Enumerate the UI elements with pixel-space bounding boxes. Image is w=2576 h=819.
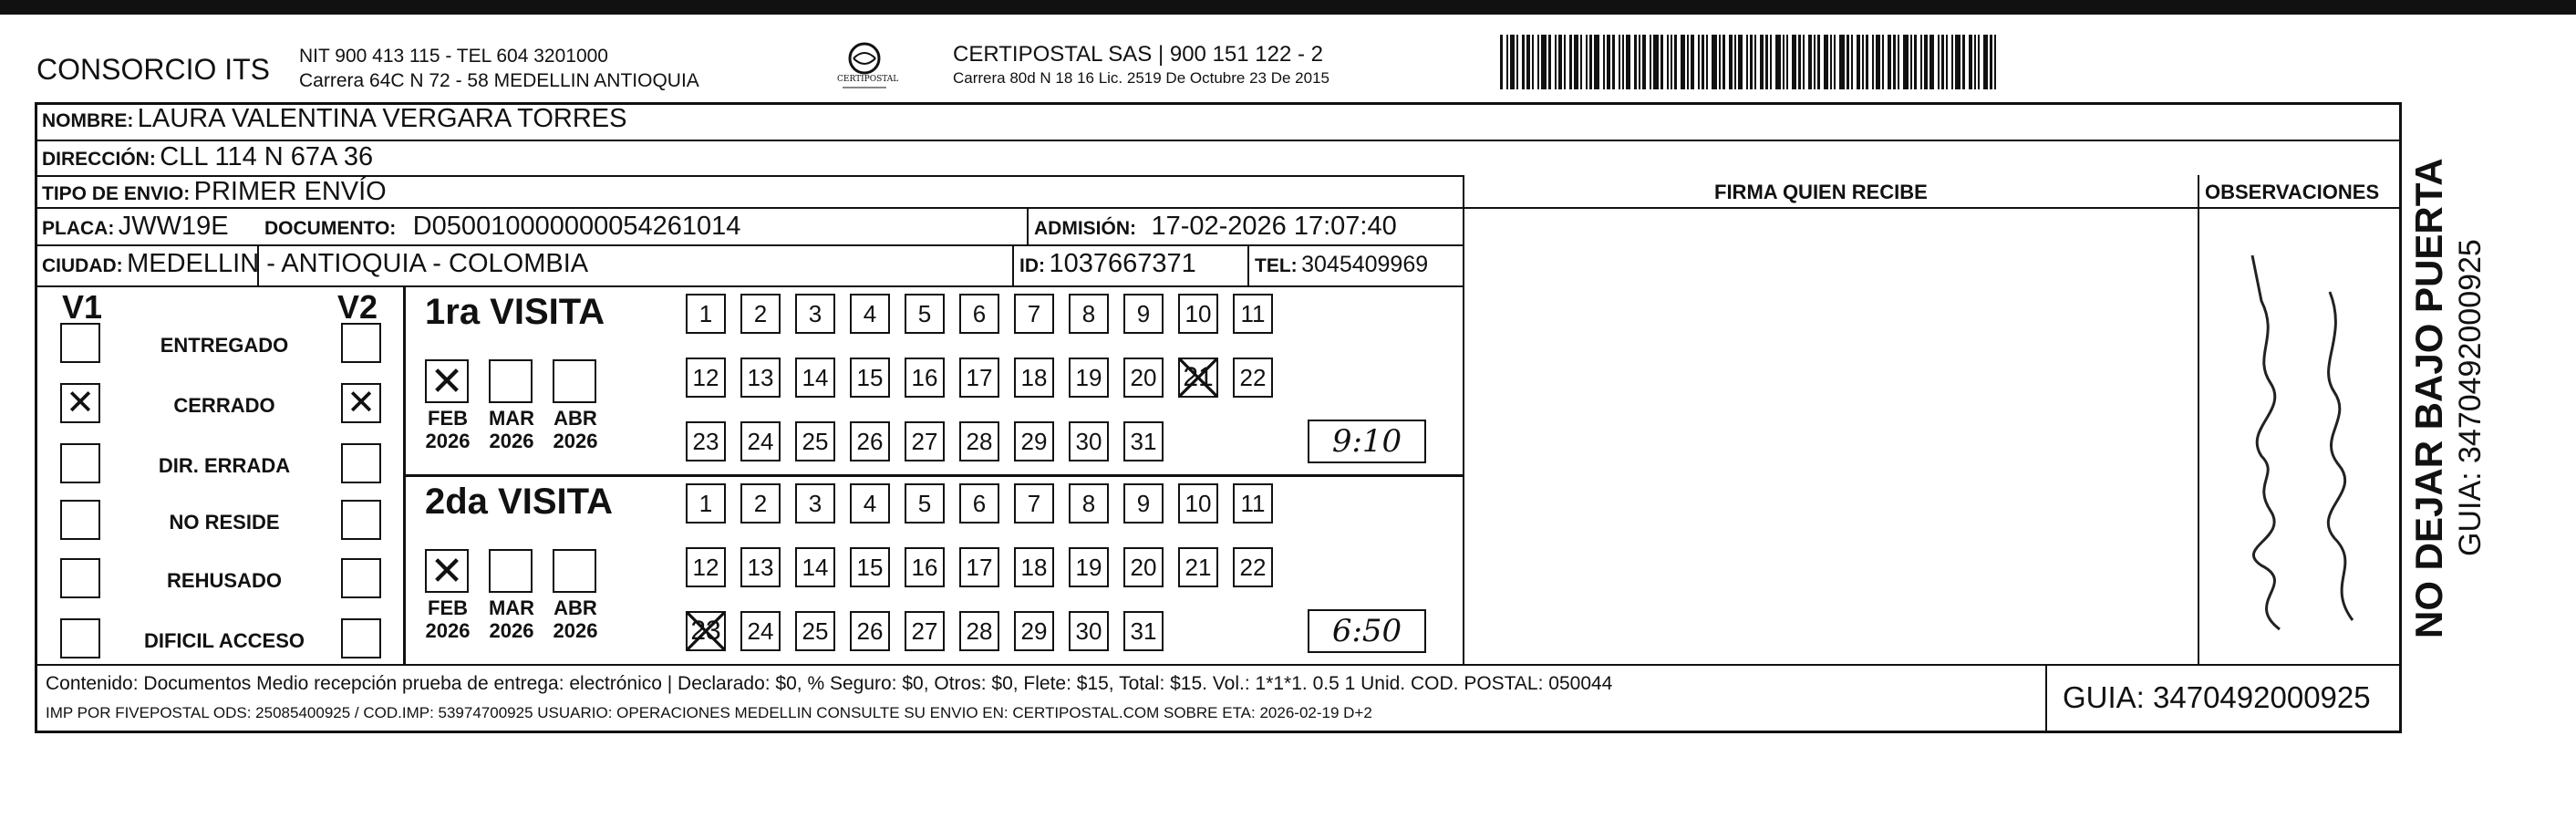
day-box[interactable]: 28 (959, 611, 999, 651)
day-box[interactable]: 21 (1178, 358, 1218, 398)
month-name: MAR (488, 407, 535, 430)
day-box[interactable]: 4 (850, 294, 890, 334)
month-label (416, 407, 480, 452)
v1-header: V1 (62, 288, 103, 326)
day-box[interactable]: 29 (1014, 421, 1054, 461)
month-label (480, 596, 543, 642)
v1-checkbox[interactable] (60, 618, 100, 658)
barcode (1500, 35, 2220, 89)
barcode-bar (1969, 35, 1972, 89)
certipostal-logo-icon (837, 38, 899, 102)
barcode-bar (1798, 35, 1801, 89)
day-box[interactable]: 2 (740, 483, 781, 524)
shipping-label-frame (35, 102, 2402, 733)
day-box[interactable]: 12 (686, 547, 726, 587)
day-box[interactable]: 5 (905, 483, 945, 524)
visit-title: 2da VISITA (425, 482, 613, 522)
barcode-bar (1830, 35, 1832, 89)
v2-checkbox[interactable] (341, 443, 381, 483)
day-box[interactable]: 31 (1123, 611, 1164, 651)
barcode-bar (1607, 35, 1610, 89)
day-box[interactable]: 3 (795, 483, 835, 524)
barcode-bar (1603, 35, 1605, 89)
day-box[interactable]: 17 (959, 358, 999, 398)
day-box[interactable]: 2 (740, 294, 781, 334)
day-box[interactable]: 26 (850, 611, 890, 651)
barcode-bar (1839, 35, 1845, 89)
barcode-bar (1814, 35, 1816, 89)
v1-checkbox[interactable]: ✕ (60, 383, 100, 423)
month-name: FEB (428, 596, 468, 619)
ciudad-value: MEDELLIN - ANTIOQUIA - COLOMBIA (127, 249, 589, 278)
barcode-bar (1506, 35, 1508, 89)
visit-time: 9:10 (1308, 420, 1426, 463)
observaciones-header: OBSERVACIONES (2205, 181, 2380, 203)
barcode-bar (1978, 35, 1980, 89)
barcode-bar (1626, 35, 1630, 89)
barcode-bar (1594, 35, 1599, 89)
month-checkbox[interactable]: ✕ (425, 359, 469, 403)
barcode-bar (1746, 35, 1748, 89)
v1-checkbox[interactable] (60, 443, 100, 483)
ciudad-field (42, 249, 588, 279)
ciudad-label: CIUDAD: (42, 255, 123, 276)
day-box[interactable]: 17 (959, 547, 999, 587)
month-checkbox[interactable] (553, 359, 596, 403)
month-year: 2026 (425, 430, 471, 452)
id-value: 1037667371 (1049, 249, 1196, 278)
day-box[interactable]: 10 (1178, 483, 1218, 524)
day-box[interactable]: 3 (795, 294, 835, 334)
day-box[interactable]: 27 (905, 421, 945, 461)
barcode-bar (1723, 35, 1725, 89)
nombre-value: LAURA VALENTINA VERGARA TORRES (137, 104, 627, 133)
barcode-bar (1639, 35, 1640, 89)
barcode-bar (1929, 35, 1934, 89)
barcode-bar (1671, 35, 1672, 89)
status-label: REHUSADO (167, 569, 282, 592)
barcode-bar (1586, 35, 1588, 89)
barcode-bar (1851, 35, 1853, 89)
barcode-bar (1898, 35, 1899, 89)
day-box[interactable]: 1 (686, 294, 726, 334)
month-label (480, 407, 543, 452)
barcode-bar (1589, 35, 1592, 89)
day-box[interactable]: 26 (850, 421, 890, 461)
barcode-bar (1574, 35, 1578, 89)
barcode-bar (1754, 35, 1756, 89)
month-year: 2026 (553, 430, 598, 452)
documento-label: DOCUMENTO: (264, 218, 397, 239)
day-box[interactable]: 8 (1069, 483, 1109, 524)
month-checkbox[interactable]: ✕ (425, 549, 469, 593)
day-box[interactable]: 24 (740, 421, 781, 461)
day-box[interactable]: 29 (1014, 611, 1054, 651)
day-box[interactable]: 15 (850, 358, 890, 398)
tipo-envio-field (42, 177, 387, 207)
barcode-bar (1808, 35, 1812, 89)
carrier-license: Carrera 80d N 18 16 Lic. 2519 De Octubre 23 De 2015 (953, 69, 1329, 87)
v2-checkbox[interactable] (341, 618, 381, 658)
month-checkbox[interactable] (489, 359, 533, 403)
barcode-bar (1792, 35, 1796, 89)
logo-text: CERTIPOSTAL (837, 75, 899, 84)
barcode-bar (1983, 35, 1988, 89)
barcode-bar (1522, 35, 1525, 89)
direccion-label: DIRECCIÓN: (42, 149, 156, 170)
carrier-info (953, 42, 1329, 88)
barcode-bar (1555, 35, 1557, 89)
month-year: 2026 (489, 619, 534, 642)
barcode-bar (1914, 35, 1917, 89)
handwritten-signature-icon (2225, 201, 2394, 638)
day-box[interactable]: 5 (905, 294, 945, 334)
visit-title: 1ra VISITA (425, 292, 605, 332)
day-box[interactable]: 7 (1014, 294, 1054, 334)
direccion-field (42, 142, 373, 172)
month-year: 2026 (425, 619, 471, 642)
day-box[interactable]: 7 (1014, 483, 1054, 524)
barcode-bar (1775, 35, 1781, 89)
barcode-bar (1920, 35, 1922, 89)
day-box[interactable]: 30 (1069, 611, 1109, 651)
day-box[interactable]: 20 (1123, 547, 1164, 587)
day-box[interactable]: 22 (1233, 358, 1273, 398)
barcode-bar (1719, 35, 1721, 89)
tipo-envio-value: PRIMER ENVÍO (193, 177, 387, 206)
barcode-bar (1765, 35, 1768, 89)
month-year: 2026 (489, 430, 534, 452)
barcode-bar (1706, 35, 1708, 89)
day-box[interactable]: 11 (1233, 483, 1273, 524)
v2-header: V2 (337, 288, 378, 326)
barcode-bar (1941, 35, 1944, 89)
barcode-bar (1910, 35, 1912, 89)
barcode-bar (1750, 35, 1753, 89)
barcode-bar (1526, 35, 1530, 89)
v2-checkbox[interactable] (341, 323, 381, 363)
status-label: CERRADO (173, 394, 275, 417)
day-box[interactable]: 13 (740, 358, 781, 398)
barcode-bar (1569, 35, 1572, 89)
barcode-bar (1681, 35, 1685, 89)
day-box[interactable]: 25 (795, 611, 835, 651)
barcode-bar (1541, 35, 1547, 89)
barcode-bar (1698, 35, 1700, 89)
month-year: 2026 (553, 619, 598, 642)
placa-label: PLACA: (42, 218, 115, 239)
company-nit: NIT 900 413 115 - TEL 604 3201000 (299, 46, 608, 67)
month-checkbox[interactable] (489, 549, 533, 593)
day-box[interactable]: 13 (740, 547, 781, 587)
id-field (1019, 249, 1196, 279)
barcode-bar (1847, 35, 1849, 89)
placa-value: JWW19E (118, 212, 229, 241)
barcode-bar (1612, 35, 1615, 89)
documento-field (264, 212, 740, 242)
month-checkbox[interactable] (553, 549, 596, 593)
barcode-bar (1938, 35, 1940, 89)
barcode-bar (1893, 35, 1896, 89)
barcode-bar (1510, 35, 1515, 89)
day-box[interactable]: 15 (850, 547, 890, 587)
barcode-bar (1622, 35, 1624, 89)
day-box[interactable]: 23 (686, 421, 726, 461)
day-box[interactable]: 6 (959, 294, 999, 334)
barcode-bar (1834, 35, 1836, 89)
day-box[interactable]: 18 (1014, 358, 1054, 398)
tel-value: 3045409969 (1301, 252, 1429, 277)
barcode-bar (1824, 35, 1828, 89)
v2-checkbox[interactable] (341, 558, 381, 598)
day-box[interactable]: 21 (1178, 547, 1218, 587)
barcode-bar (1729, 35, 1733, 89)
barcode-bar (1500, 35, 1503, 89)
barcode-bar (1888, 35, 1891, 89)
month-label (416, 596, 480, 642)
month-label (543, 596, 607, 642)
barcode-bar (1660, 35, 1663, 89)
carrier-nit: CERTIPOSTAL SAS | 900 151 122 - 2 (953, 42, 1323, 67)
v1-checkbox[interactable] (60, 500, 100, 540)
barcode-bar (1653, 35, 1659, 89)
day-box[interactable]: 16 (905, 547, 945, 587)
month-label (543, 407, 607, 452)
month-name: ABR (553, 596, 597, 619)
id-label: ID: (1019, 255, 1045, 276)
barcode-bar (1634, 35, 1637, 89)
day-box[interactable]: 14 (795, 358, 835, 398)
barcode-bar (1962, 35, 1965, 89)
barcode-bar (1760, 35, 1764, 89)
v2-checkbox[interactable]: ✕ (341, 383, 381, 423)
side-guia: GUIA: 3470492000925 (2453, 239, 2488, 556)
direccion-value: CLL 114 N 67A 36 (160, 142, 374, 171)
day-box[interactable]: 25 (795, 421, 835, 461)
day-box[interactable]: 20 (1123, 358, 1164, 398)
barcode-bar (1712, 35, 1717, 89)
visit-time: 6:50 (1308, 609, 1426, 653)
documento-value: D050010000000054261014 (412, 212, 741, 241)
barcode-bar (1872, 35, 1874, 89)
barcode-bar (1974, 35, 1976, 89)
barcode-bar (1803, 35, 1805, 89)
company-address: Carrera 64C N 72 - 58 MEDELLIN ANTIOQUIA (299, 70, 699, 91)
day-box[interactable]: 30 (1069, 421, 1109, 461)
admision-value: 17-02-2026 17:07:40 (1151, 212, 1397, 241)
barcode-bar (1951, 35, 1953, 89)
barcode-bar (1564, 35, 1566, 89)
barcode-bar (1770, 35, 1772, 89)
barcode-bar (1558, 35, 1562, 89)
day-box[interactable]: 22 (1233, 547, 1273, 587)
no-dejar-warning: NO DEJAR BAJO PUERTA (2407, 158, 2450, 638)
day-box[interactable]: 23 (686, 611, 726, 651)
status-label: DIFICIL ACCESO (143, 629, 305, 652)
day-box[interactable]: 4 (850, 483, 890, 524)
barcode-bar (1734, 35, 1736, 89)
day-box[interactable]: 16 (905, 358, 945, 398)
tel-label: TEL: (1255, 255, 1298, 276)
barcode-bar (1876, 35, 1880, 89)
company-name: CONSORCIO ITS (36, 53, 271, 86)
barcode-bar (1687, 35, 1689, 89)
footer-imp: IMP POR FIVEPOSTAL ODS: 25085400925 / COD.IMP: 53974700925 USUARIO: OPERACIONES MEDELLIN CONSULTE SU ENVIO EN: CERTIPOSTAL.COM SOBRE ETA: 2026-02-19 D+2 (46, 704, 1372, 721)
day-box[interactable]: 9 (1123, 294, 1164, 334)
day-box[interactable]: 8 (1069, 294, 1109, 334)
guia-number: GUIA: 3470492000925 (2063, 680, 2371, 714)
barcode-bar (1955, 35, 1960, 89)
month-name: ABR (553, 407, 597, 430)
day-box[interactable]: 19 (1069, 547, 1109, 587)
barcode-bar (1667, 35, 1669, 89)
barcode-bar (1702, 35, 1704, 89)
barcode-bar (1866, 35, 1868, 89)
day-box[interactable]: 19 (1069, 358, 1109, 398)
barcode-bar (1990, 35, 1992, 89)
barcode-bar (1857, 35, 1860, 89)
day-box[interactable]: 27 (905, 611, 945, 651)
v1-checkbox[interactable] (60, 558, 100, 598)
month-name: MAR (488, 596, 535, 619)
barcode-bar (1650, 35, 1651, 89)
status-label: DIR. ERRADA (158, 454, 291, 477)
day-box[interactable]: 12 (686, 358, 726, 398)
day-box[interactable]: 18 (1014, 547, 1054, 587)
barcode-bar (1817, 35, 1820, 89)
barcode-bar (1580, 35, 1582, 89)
barcode-bar (1516, 35, 1518, 89)
day-box[interactable]: 31 (1123, 421, 1164, 461)
day-box[interactable]: 28 (959, 421, 999, 461)
status-label: ENTREGADO (160, 334, 289, 357)
footer-content: Contenido: Documentos Medio recepción prueba de entrega: electrónico | Declarado: $0, % Seguro: $0, Otros: $0, Flete: $15, Total: $15. Vol.: 1*1*1. 0.5 1 Unid. COD. POSTAL: 050044 (46, 673, 1613, 694)
barcode-bar (1738, 35, 1743, 89)
barcode-bar (1642, 35, 1646, 89)
barcode-bar (1994, 35, 1996, 89)
barcode-bar (1946, 35, 1948, 89)
barcode-bar (1691, 35, 1694, 89)
status-label: NO RESIDE (169, 511, 280, 534)
barcode-bar (1532, 35, 1534, 89)
day-box[interactable]: 10 (1178, 294, 1218, 334)
top-border (0, 0, 2576, 15)
day-box[interactable]: 11 (1233, 294, 1273, 334)
placa-field (42, 212, 229, 242)
barcode-bar (1783, 35, 1785, 89)
barcode-bar (1548, 35, 1551, 89)
admision-field (1034, 212, 1397, 242)
day-box[interactable]: 9 (1123, 483, 1164, 524)
company-info (299, 44, 699, 93)
v2-checkbox[interactable] (341, 500, 381, 540)
day-box[interactable]: 6 (959, 483, 999, 524)
admision-label: ADMISIÓN: (1034, 218, 1136, 239)
barcode-bar (1882, 35, 1884, 89)
barcode-bar (1862, 35, 1864, 89)
barcode-bar (1619, 35, 1620, 89)
day-box[interactable]: 24 (740, 611, 781, 651)
v1-checkbox[interactable] (60, 323, 100, 363)
barcode-bar (1924, 35, 1928, 89)
firma-header: FIRMA QUIEN RECIBE (1714, 181, 1928, 203)
nombre-label: NOMBRE: (42, 110, 134, 131)
day-box[interactable]: 14 (795, 547, 835, 587)
day-box[interactable]: 1 (686, 483, 726, 524)
tipo-envio-label: TIPO DE ENVIO: (42, 183, 191, 204)
barcode-bar (1537, 35, 1539, 89)
barcode-bar (1786, 35, 1788, 89)
barcode-bar (1674, 35, 1677, 89)
month-name: FEB (428, 407, 468, 430)
tel-field (1255, 252, 1428, 278)
nombre-field (42, 104, 626, 134)
barcode-bar (1903, 35, 1909, 89)
